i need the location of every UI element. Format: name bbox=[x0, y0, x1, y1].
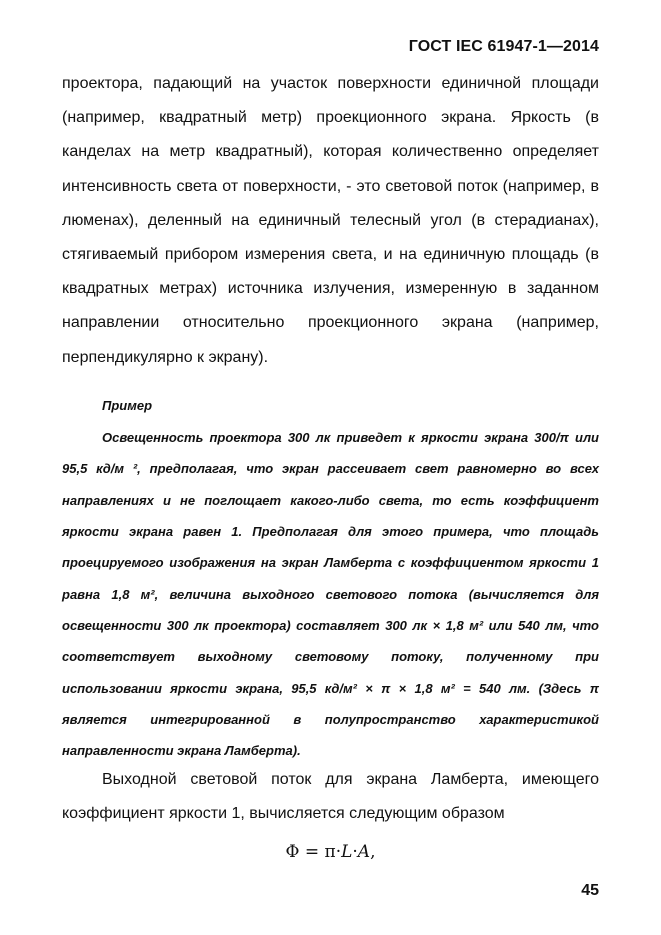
formula-pi: π bbox=[324, 842, 336, 862]
formula-comma: , bbox=[370, 842, 376, 862]
formula-dot-2: · bbox=[352, 842, 358, 862]
formula-phi: Φ bbox=[285, 842, 300, 862]
flux-formula bbox=[0, 842, 661, 862]
formula-L: L bbox=[341, 842, 353, 862]
formula-dot-1: · bbox=[335, 842, 342, 862]
example-text: Освещенность проектора 300 лк приведет к яркости экрана 300/π или 95,5 кд/м ², предполагая, что экран рассеивает свет равномерно во всех направлениях и не поглощает какого-либо света, то есть коэффициент яркости экрана равен 1. Предполагая для этого примера, что площадь проецируемого изображения на экран Ламберта с коэффициентом яркости 1 равна 1,8 м², величина выходного светового потока (вычисляется для освещенности 300 лк проектора) составляет 300 лк × 1,8 м² или 540 лм, что соответствует выходному световому потоку, полученному при использовании яркости экрана, 95,5 кд/м² × π × 1,8 м² = 540 лм. (Здесь π является интегрированной в полупространство характеристикой направленности экрана Ламберта). bbox=[62, 430, 599, 759]
formula-equals: = bbox=[299, 842, 325, 862]
document-header: ГОСТ IEC 61947-1—2014 bbox=[408, 38, 599, 55]
body-paragraph-flux: Выходной световой поток для экрана Ламберта, имеющего коэффициент яркости 1, вычисляется следующим образом bbox=[62, 771, 599, 823]
page-number: 45 bbox=[581, 882, 599, 899]
example-heading: Пример bbox=[102, 398, 153, 413]
body-paragraph-luminance: проектора, падающий на участок поверхности единичной площади (например, квадратный метр) проекционного экрана. Яркость (в канделах на метр квадратный), которая количественно определяет интенсивность света от поверхности, - это световой поток (например, в люменах), деленный на единичный телесный угол (в стерадианах), стягиваемый прибором измерения света, и на единичную площадь (в квадратных метрах) источника излучения, измеренную в заданном направлении относительно проекционного экрана (например, перпендикулярно к экрану). bbox=[62, 75, 599, 366]
formula-A: A bbox=[357, 842, 371, 862]
